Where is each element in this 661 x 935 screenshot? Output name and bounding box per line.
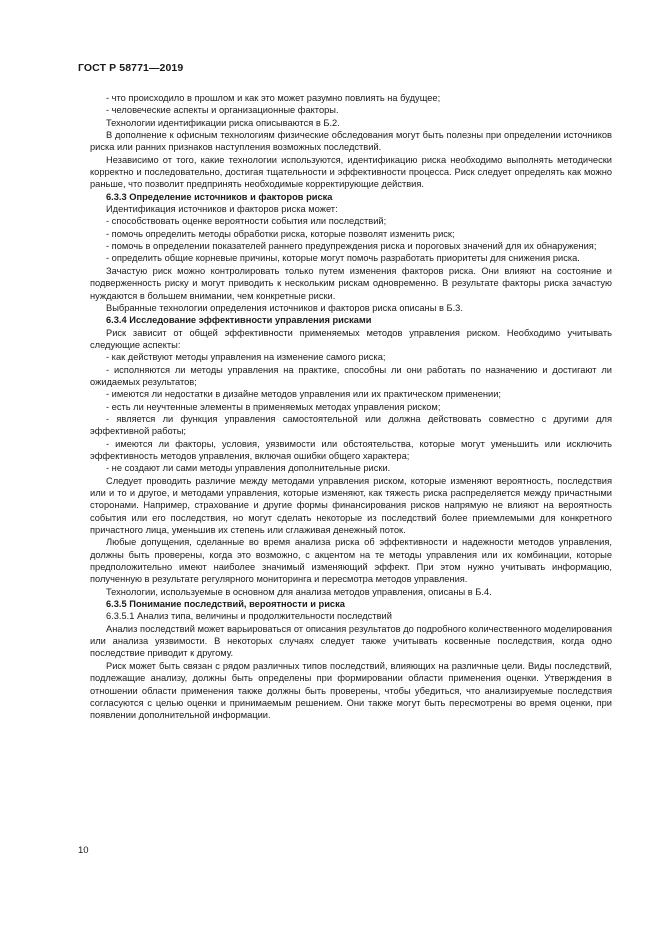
paragraph: - что происходило в прошлом и как это может разумно повлиять на будущее; [106, 93, 441, 103]
document-body [90, 92, 612, 722]
paragraph: Выбранные технологии определения источников и факторов риска описаны в Б.3. [106, 302, 463, 313]
paragraph: - помочь определить методы обработки риска, которые позволят изменить риск; [106, 228, 455, 239]
paragraph: - является ли функция управления самостоятельной или должна действовать совместно с другими для эффективной работы; [90, 413, 612, 437]
section-heading: 6.3.3 Определение источников и факторов риска [106, 191, 333, 202]
paragraph: Следует проводить различие между методами управления риском, которые изменяют вероятность, последствия или и то и другое, и методами управления, которые изменяют, как тяжесть риска распределяется между причастными сторонами. Например, страхование и другие формы финансирования рисков напрямую не влияют на вероятность события или его последствия, но могут сделать некоторые из последствий более приемлемыми для конкретного причастного лица, уменьшив их степень или сглаживая денежный поток. [90, 475, 612, 536]
paragraph: - имеются ли недостатки в дизайне методов управления или их практическом применении; [106, 389, 501, 400]
paragraph: - имеются ли факторы, условия, уязвимости или обстоятельства, которые могут уменьшить или исключить эффективность методов управления, включая ошибки общего характера; [90, 438, 612, 461]
document-header: ГОСТ Р 58771—2019 [78, 62, 184, 74]
paragraph: Любые допущения, сделанные во время анализа риска об эффективности и надежности методов управления, должны быть проверены, когда это возможно, с акцентом на те методы управления или их комбинации, которые предположительно имеют наиболее значимый изменяющий эффект. При этом нужно учитывать информацию, полученную в результате регулярного мониторинга и пересмотра методов управления. [90, 537, 612, 585]
paragraph: - как действуют методы управления на изменение самого риска; [106, 352, 386, 363]
paragraph: Технологии идентификации риска описываются в Б.2. [106, 117, 340, 128]
paragraph: - исполняются ли методы управления на практике, способны ли они работать по назначению и достигают ли ожидаемых результатов; [90, 364, 612, 387]
paragraph: Идентификация источников и факторов риска может: [106, 204, 338, 215]
paragraph: Анализ последствий может варьироваться от описания результатов до подробного количественного моделирования или анализа уязвимости. В некоторых случаях следует также учитывать косвенные последствия, когда одно последствие приводит к другому. [90, 623, 612, 659]
paragraph: - способствовать оценке вероятности события или последствий; [106, 216, 387, 227]
paragraph: В дополнение к офисным технологиям физические обследования могут быть полезны при определении источников риска или ранних признаков наступления возможных последствий. [90, 130, 612, 153]
paragraph: Риск может быть связан с рядом различных типов последствий, влияющих на различные цели. Виды последствий, подлежащие анализу, должны быть определены при формировании области применения оценки. Утверждения в отношении области применения также должны быть проверены, чтобы убедиться, что анализируемые последствия согласуются с целью оценки и принимаемым решением. Они также могут быть пересмотрены во время оценки, при появлении дополнительной информации. [90, 660, 612, 721]
paragraph: - человеческие аспекты и организационные факторы. [106, 105, 339, 116]
paragraph: - есть ли неучтенные элементы в применяемых методах управления риском; [106, 401, 441, 412]
section-heading: 6.3.4 Исследование эффективности управления рисками [106, 315, 372, 326]
paragraph: - помочь в определении показателей раннего предупреждения риска и пороговых значений для их обнаружения; [106, 241, 597, 252]
paragraph: Риск зависит от общей эффективности применяемых методов управления риском. Необходимо учитывать следующие аспекты: [90, 327, 612, 350]
paragraph: - определить общие корневые причины, которые могут помочь разработать приоритеты для снижения риска. [106, 253, 580, 264]
subsection-heading: 6.3.5.1 Анализ типа, величины и продолжительности последствий [106, 611, 392, 622]
paragraph: Технологии, используемые в основном для анализа методов управления, описаны в Б.4. [106, 586, 492, 597]
section-heading: 6.3.5 Понимание последствий, вероятности и риска [106, 599, 345, 610]
paragraph: - не создают ли сами методы управления дополнительные риски. [106, 463, 391, 474]
paragraph: Зачастую риск можно контролировать только путем изменения факторов риска. Они влияют на состояние и подверженность риску и могут приводить к нескольким рискам одновременно. В результате факторы риска зачастую нуждаются в большем внимании, чем конкретные риски. [90, 265, 612, 301]
paragraph: Независимо от того, какие технологии используются, идентификацию риска необходимо выполнять методически корректно и последовательно, достигая тщательности и эффективности процесса. Риск следует определять как можно раньше, что позволит предпринять необходимые корректирующие действия. [90, 154, 612, 190]
page-number: 10 [78, 845, 89, 856]
